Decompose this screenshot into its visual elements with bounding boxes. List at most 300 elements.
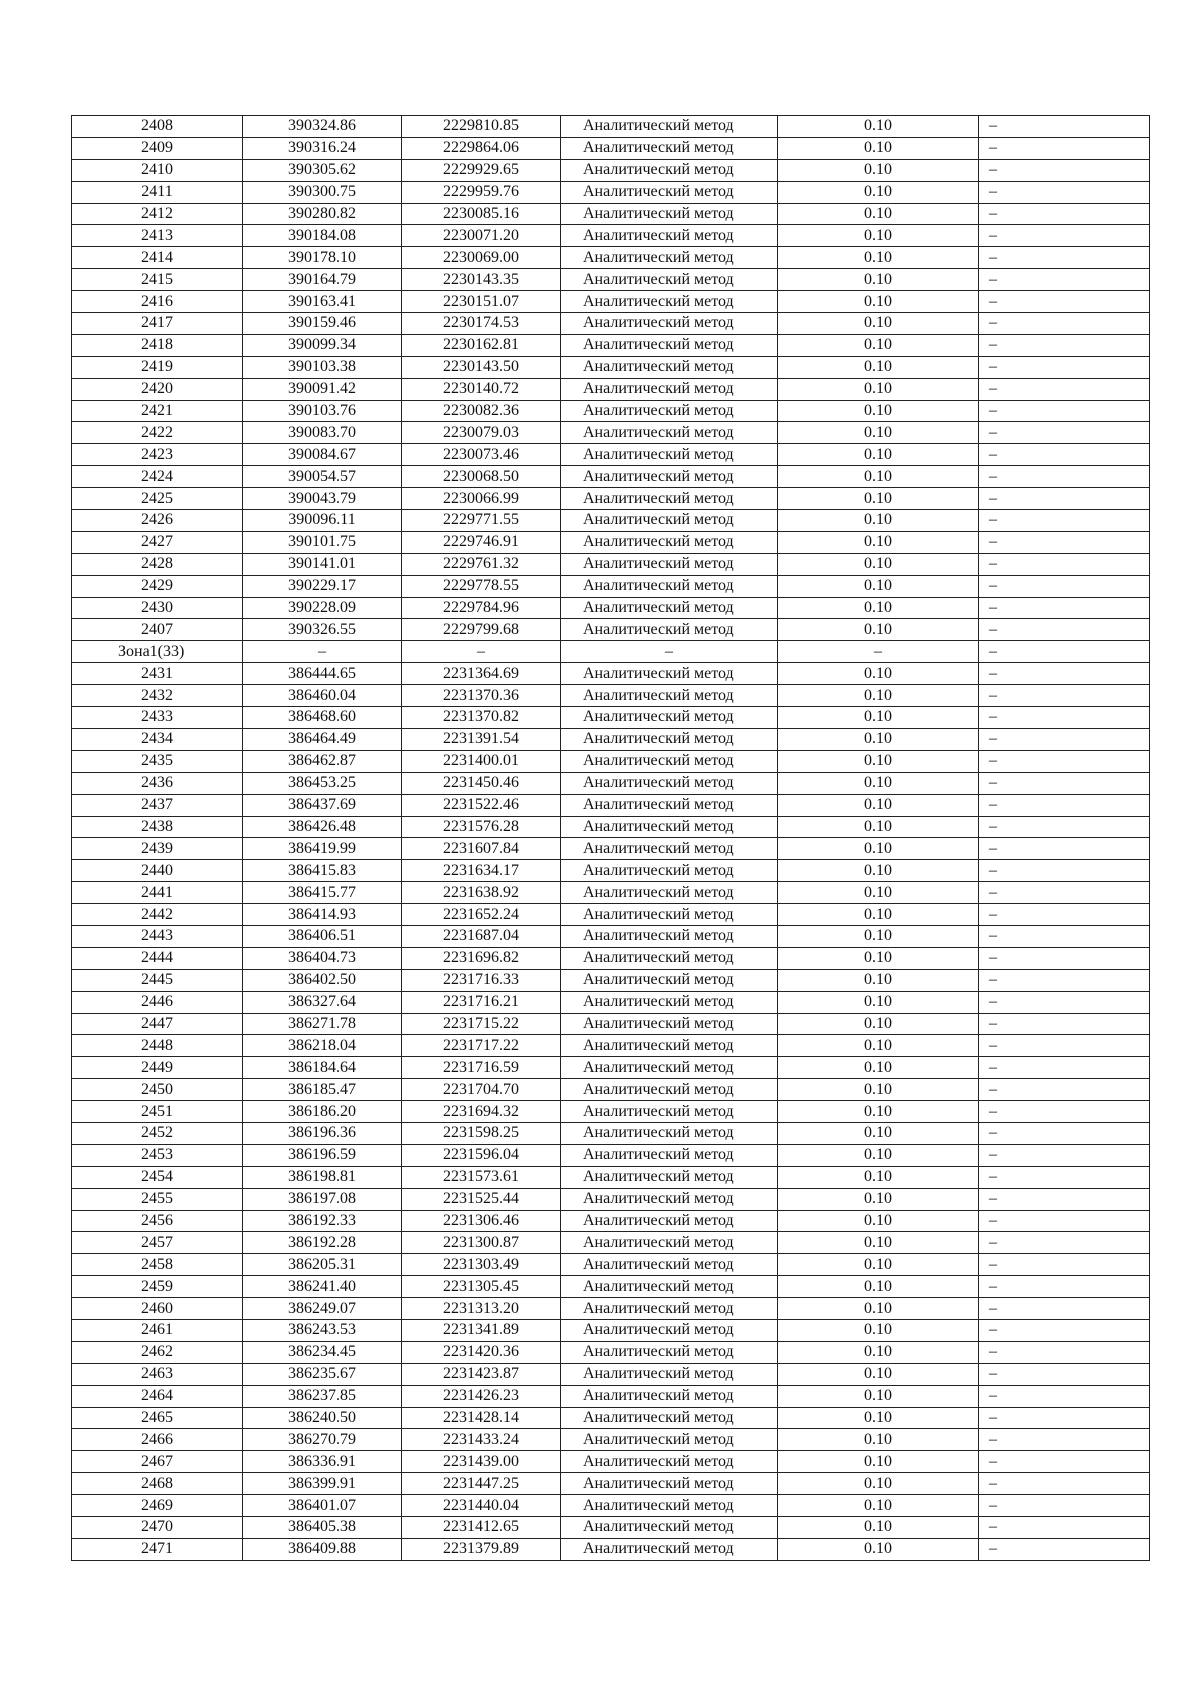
point-number-cell: 2454 (72, 1166, 243, 1188)
x-coordinate-cell: 390300.75 (243, 181, 402, 203)
y-coordinate-cell: 2229810.85 (402, 116, 561, 138)
table-row (72, 685, 1150, 707)
point-number-cell: 2443 (72, 925, 243, 947)
x-coordinate-cell: 386406.51 (243, 925, 402, 947)
precision-cell: 0.10 (778, 969, 979, 991)
precision-cell: 0.10 (778, 313, 979, 335)
precision-cell: 0.10 (778, 1101, 979, 1123)
dash-cell: – (979, 685, 1150, 707)
y-coordinate-cell: 2231525.44 (402, 1188, 561, 1210)
dash-cell: – (979, 707, 1150, 729)
x-coordinate-cell: 390324.86 (243, 116, 402, 138)
table-row (72, 466, 1150, 488)
y-coordinate-cell: 2230073.46 (402, 444, 561, 466)
precision-cell: 0.10 (778, 225, 979, 247)
dash-cell: – (979, 181, 1150, 203)
y-coordinate-cell: 2231420.36 (402, 1341, 561, 1363)
table-row (72, 925, 1150, 947)
y-coordinate-cell: 2231370.36 (402, 685, 561, 707)
point-number-cell: 2456 (72, 1210, 243, 1232)
point-number-cell: 2451 (72, 1101, 243, 1123)
precision-cell: 0.10 (778, 1122, 979, 1144)
y-coordinate-cell: 2231607.84 (402, 838, 561, 860)
dash-cell: – (979, 378, 1150, 400)
precision-cell: 0.10 (778, 247, 979, 269)
method-cell: Аналитический метод (561, 925, 778, 947)
y-coordinate-cell: 2229778.55 (402, 575, 561, 597)
y-coordinate-cell: 2230174.53 (402, 313, 561, 335)
table-row (72, 1517, 1150, 1539)
point-number-cell: 2440 (72, 860, 243, 882)
dash-cell: – (979, 269, 1150, 291)
point-number-cell: 2471 (72, 1538, 243, 1560)
method-cell: Аналитический метод (561, 728, 778, 750)
table-row (72, 947, 1150, 969)
table-row (72, 488, 1150, 510)
x-coordinate-cell: 386249.07 (243, 1298, 402, 1320)
table-row (72, 597, 1150, 619)
table-row (72, 1232, 1150, 1254)
x-coordinate-cell: 386197.08 (243, 1188, 402, 1210)
x-coordinate-cell: 390163.41 (243, 291, 402, 313)
x-coordinate-cell: 390184.08 (243, 225, 402, 247)
method-cell: Аналитический метод (561, 553, 778, 575)
table-row (72, 1254, 1150, 1276)
method-cell: Аналитический метод (561, 1210, 778, 1232)
point-number-cell: 2441 (72, 882, 243, 904)
x-coordinate-cell: 386409.88 (243, 1538, 402, 1560)
dash-cell: – (979, 1210, 1150, 1232)
y-coordinate-cell: 2231716.21 (402, 991, 561, 1013)
method-cell: Аналитический метод (561, 1341, 778, 1363)
table-row (72, 1429, 1150, 1451)
point-number-cell: 2428 (72, 553, 243, 575)
point-number-cell: 2425 (72, 488, 243, 510)
method-cell: Аналитический метод (561, 772, 778, 794)
y-coordinate-cell: 2231412.65 (402, 1517, 561, 1539)
y-coordinate-cell: 2231313.20 (402, 1298, 561, 1320)
table-row (72, 707, 1150, 729)
point-number-cell: 2435 (72, 750, 243, 772)
point-number-cell: 2445 (72, 969, 243, 991)
dash-cell: – (979, 838, 1150, 860)
precision-cell: 0.10 (778, 947, 979, 969)
table-row (72, 750, 1150, 772)
x-coordinate-cell: 386399.91 (243, 1473, 402, 1495)
method-cell: Аналитический метод (561, 444, 778, 466)
method-cell: Аналитический метод (561, 794, 778, 816)
point-number-cell: 2452 (72, 1122, 243, 1144)
x-coordinate-cell: 390326.55 (243, 619, 402, 641)
x-coordinate-cell: 386468.60 (243, 707, 402, 729)
y-coordinate-cell: 2230140.72 (402, 378, 561, 400)
dash-cell: – (979, 444, 1150, 466)
x-coordinate-cell: 386402.50 (243, 969, 402, 991)
precision-cell: 0.10 (778, 181, 979, 203)
point-number-cell: 2408 (72, 116, 243, 138)
table-row (72, 1166, 1150, 1188)
table-row (72, 181, 1150, 203)
precision-cell: 0.10 (778, 685, 979, 707)
x-coordinate-cell: 386414.93 (243, 904, 402, 926)
dash-cell: – (979, 1013, 1150, 1035)
precision-cell: 0.10 (778, 1319, 979, 1341)
table-row (72, 1451, 1150, 1473)
precision-cell: 0.10 (778, 356, 979, 378)
x-coordinate-cell: 390054.57 (243, 466, 402, 488)
precision-cell: 0.10 (778, 707, 979, 729)
method-cell: Аналитический метод (561, 1298, 778, 1320)
dash-cell: – (979, 466, 1150, 488)
method-cell: Аналитический метод (561, 313, 778, 335)
y-coordinate-cell: 2229864.06 (402, 137, 561, 159)
point-number-cell: 2467 (72, 1451, 243, 1473)
point-number-cell: 2461 (72, 1319, 243, 1341)
x-coordinate-cell: 386240.50 (243, 1407, 402, 1429)
point-number-cell: 2442 (72, 904, 243, 926)
table-row (72, 1276, 1150, 1298)
point-number-cell: 2458 (72, 1254, 243, 1276)
table-row (72, 1495, 1150, 1517)
method-cell: Аналитический метод (561, 334, 778, 356)
dash-cell: – (561, 641, 778, 663)
table-row (72, 619, 1150, 641)
precision-cell: 0.10 (778, 1210, 979, 1232)
x-coordinate-cell: 386196.59 (243, 1144, 402, 1166)
x-coordinate-cell: 386415.77 (243, 882, 402, 904)
precision-cell: 0.10 (778, 794, 979, 816)
x-coordinate-cell: 386184.64 (243, 1057, 402, 1079)
point-number-cell: 2439 (72, 838, 243, 860)
x-coordinate-cell: 386185.47 (243, 1079, 402, 1101)
x-coordinate-cell: 390099.34 (243, 334, 402, 356)
precision-cell: 0.10 (778, 619, 979, 641)
precision-cell: 0.10 (778, 1517, 979, 1539)
precision-cell: 0.10 (778, 1538, 979, 1560)
precision-cell: 0.10 (778, 116, 979, 138)
y-coordinate-cell: 2231391.54 (402, 728, 561, 750)
point-number-cell: 2448 (72, 1035, 243, 1057)
point-number-cell: 2459 (72, 1276, 243, 1298)
method-cell: Аналитический метод (561, 904, 778, 926)
y-coordinate-cell: 2231522.46 (402, 794, 561, 816)
x-coordinate-cell: 386415.83 (243, 860, 402, 882)
precision-cell: 0.10 (778, 1144, 979, 1166)
point-number-cell: 2462 (72, 1341, 243, 1363)
dash-cell: – (979, 904, 1150, 926)
y-coordinate-cell: 2231652.24 (402, 904, 561, 926)
y-coordinate-cell: 2229771.55 (402, 510, 561, 532)
method-cell: Аналитический метод (561, 181, 778, 203)
y-coordinate-cell: 2229784.96 (402, 597, 561, 619)
method-cell: Аналитический метод (561, 116, 778, 138)
point-number-cell: 2429 (72, 575, 243, 597)
method-cell: Аналитический метод (561, 1319, 778, 1341)
precision-cell: 0.10 (778, 137, 979, 159)
point-number-cell: 2431 (72, 663, 243, 685)
point-number-cell: 2417 (72, 313, 243, 335)
precision-cell: 0.10 (778, 444, 979, 466)
x-coordinate-cell: 386336.91 (243, 1451, 402, 1473)
dash-cell: – (979, 728, 1150, 750)
table-row (72, 1210, 1150, 1232)
method-cell: Аналитический метод (561, 291, 778, 313)
dash-cell: – (979, 225, 1150, 247)
x-coordinate-cell: 386198.81 (243, 1166, 402, 1188)
table-row (72, 575, 1150, 597)
y-coordinate-cell: 2231439.00 (402, 1451, 561, 1473)
y-coordinate-cell: 2230082.36 (402, 400, 561, 422)
point-number-cell: 2437 (72, 794, 243, 816)
point-number-cell: 2411 (72, 181, 243, 203)
precision-cell: 0.10 (778, 1385, 979, 1407)
y-coordinate-cell: 2230085.16 (402, 203, 561, 225)
point-number-cell: 2418 (72, 334, 243, 356)
dash-cell: – (979, 1473, 1150, 1495)
point-number-cell: 2469 (72, 1495, 243, 1517)
point-number-cell: 2413 (72, 225, 243, 247)
y-coordinate-cell: 2230071.20 (402, 225, 561, 247)
y-coordinate-cell: 2231573.61 (402, 1166, 561, 1188)
x-coordinate-cell: 390091.42 (243, 378, 402, 400)
table-row (72, 225, 1150, 247)
precision-cell: 0.10 (778, 1451, 979, 1473)
method-cell: Аналитический метод (561, 531, 778, 553)
method-cell: Аналитический метод (561, 838, 778, 860)
method-cell: Аналитический метод (561, 1429, 778, 1451)
precision-cell: 0.10 (778, 1298, 979, 1320)
table-row (72, 159, 1150, 181)
x-coordinate-cell: 390141.01 (243, 553, 402, 575)
x-coordinate-cell: 386205.31 (243, 1254, 402, 1276)
point-number-cell: 2409 (72, 137, 243, 159)
dash-cell: – (979, 422, 1150, 444)
table-row (72, 1341, 1150, 1363)
point-number-cell: 2419 (72, 356, 243, 378)
x-coordinate-cell: 386462.87 (243, 750, 402, 772)
precision-cell: 0.10 (778, 1035, 979, 1057)
point-number-cell: 2450 (72, 1079, 243, 1101)
x-coordinate-cell: 390280.82 (243, 203, 402, 225)
method-cell: Аналитический метод (561, 991, 778, 1013)
method-cell: Аналитический метод (561, 466, 778, 488)
method-cell: Аналитический метод (561, 400, 778, 422)
y-coordinate-cell: 2231440.04 (402, 1495, 561, 1517)
table-row (72, 1407, 1150, 1429)
dash-cell: – (979, 750, 1150, 772)
table-row (72, 444, 1150, 466)
dash-cell: – (979, 1517, 1150, 1539)
point-number-cell: 2410 (72, 159, 243, 181)
x-coordinate-cell: 386196.36 (243, 1122, 402, 1144)
y-coordinate-cell: 2231717.22 (402, 1035, 561, 1057)
point-number-cell: 2414 (72, 247, 243, 269)
dash-cell: – (979, 860, 1150, 882)
point-number-cell: 2433 (72, 707, 243, 729)
method-cell: Аналитический метод (561, 1035, 778, 1057)
y-coordinate-cell: 2231596.04 (402, 1144, 561, 1166)
dash-cell: – (243, 641, 402, 663)
y-coordinate-cell: 2230151.07 (402, 291, 561, 313)
table-row (72, 772, 1150, 794)
dash-cell: – (979, 531, 1150, 553)
x-coordinate-cell: 390096.11 (243, 510, 402, 532)
method-cell: Аналитический метод (561, 159, 778, 181)
y-coordinate-cell: 2231306.46 (402, 1210, 561, 1232)
y-coordinate-cell: 2230162.81 (402, 334, 561, 356)
x-coordinate-cell: 390178.10 (243, 247, 402, 269)
table-row (72, 334, 1150, 356)
point-number-cell: 2430 (72, 597, 243, 619)
table-row (72, 1188, 1150, 1210)
point-number-cell: 2449 (72, 1057, 243, 1079)
point-number-cell: 2457 (72, 1232, 243, 1254)
table-row (72, 1473, 1150, 1495)
dash-cell: – (979, 1429, 1150, 1451)
dash-cell: – (979, 1298, 1150, 1320)
point-number-cell: 2436 (72, 772, 243, 794)
method-cell: Аналитический метод (561, 1079, 778, 1101)
method-cell: Аналитический метод (561, 947, 778, 969)
x-coordinate-cell: 386401.07 (243, 1495, 402, 1517)
precision-cell: 0.10 (778, 1495, 979, 1517)
precision-cell: 0.10 (778, 378, 979, 400)
dash-cell: – (979, 663, 1150, 685)
x-coordinate-cell: 390084.67 (243, 444, 402, 466)
table-row (72, 1101, 1150, 1123)
y-coordinate-cell: 2231450.46 (402, 772, 561, 794)
dash-cell: – (979, 1319, 1150, 1341)
method-cell: Аналитический метод (561, 1517, 778, 1539)
table-row (72, 969, 1150, 991)
method-cell: Аналитический метод (561, 356, 778, 378)
dash-cell: – (402, 641, 561, 663)
point-number-cell: 2415 (72, 269, 243, 291)
table-row (72, 1298, 1150, 1320)
dash-cell: – (979, 116, 1150, 138)
method-cell: Аналитический метод (561, 1101, 778, 1123)
dash-cell: – (979, 313, 1150, 335)
x-coordinate-cell: 386444.65 (243, 663, 402, 685)
x-coordinate-cell: 390159.46 (243, 313, 402, 335)
precision-cell: 0.10 (778, 816, 979, 838)
method-cell: Аналитический метод (561, 685, 778, 707)
precision-cell: 0.10 (778, 203, 979, 225)
y-coordinate-cell: 2229959.76 (402, 181, 561, 203)
x-coordinate-cell: 386270.79 (243, 1429, 402, 1451)
precision-cell: 0.10 (778, 860, 979, 882)
x-coordinate-cell: 386460.04 (243, 685, 402, 707)
y-coordinate-cell: 2231447.25 (402, 1473, 561, 1495)
dash-cell: – (979, 203, 1150, 225)
x-coordinate-cell: 386192.33 (243, 1210, 402, 1232)
x-coordinate-cell: 386241.40 (243, 1276, 402, 1298)
point-number-cell: 2466 (72, 1429, 243, 1451)
point-number-cell: 2424 (72, 466, 243, 488)
precision-cell: 0.10 (778, 1057, 979, 1079)
method-cell: Аналитический метод (561, 510, 778, 532)
point-number-cell: 2412 (72, 203, 243, 225)
dash-cell: – (979, 1166, 1150, 1188)
point-number-cell: 2420 (72, 378, 243, 400)
dash-cell: – (979, 1035, 1150, 1057)
y-coordinate-cell: 2231576.28 (402, 816, 561, 838)
method-cell: Аналитический метод (561, 575, 778, 597)
point-number-cell: 2421 (72, 400, 243, 422)
dash-cell: – (979, 1538, 1150, 1560)
method-cell: Аналитический метод (561, 203, 778, 225)
table-row (72, 1057, 1150, 1079)
precision-cell: 0.10 (778, 772, 979, 794)
dash-cell: – (979, 137, 1150, 159)
table-row (72, 356, 1150, 378)
y-coordinate-cell: 2229761.32 (402, 553, 561, 575)
table-row (72, 510, 1150, 532)
table-row (72, 137, 1150, 159)
y-coordinate-cell: 2230143.50 (402, 356, 561, 378)
x-coordinate-cell: 386237.85 (243, 1385, 402, 1407)
point-number-cell: 2427 (72, 531, 243, 553)
method-cell: Аналитический метод (561, 1188, 778, 1210)
table-row (72, 553, 1150, 575)
point-number-cell: 2438 (72, 816, 243, 838)
precision-cell: 0.10 (778, 663, 979, 685)
table-row (72, 1122, 1150, 1144)
y-coordinate-cell: 2231715.22 (402, 1013, 561, 1035)
precision-cell: 0.10 (778, 334, 979, 356)
table-row (72, 203, 1150, 225)
method-cell: Аналитический метод (561, 750, 778, 772)
x-coordinate-cell: 386426.48 (243, 816, 402, 838)
x-coordinate-cell: 390164.79 (243, 269, 402, 291)
y-coordinate-cell: 2230079.03 (402, 422, 561, 444)
dash-cell: – (979, 1341, 1150, 1363)
method-cell: Аналитический метод (561, 1254, 778, 1276)
precision-cell: 0.10 (778, 904, 979, 926)
precision-cell: 0.10 (778, 488, 979, 510)
dash-cell: – (979, 553, 1150, 575)
y-coordinate-cell: 2231426.23 (402, 1385, 561, 1407)
table-row (72, 313, 1150, 335)
table-row (72, 860, 1150, 882)
dash-cell: – (979, 159, 1150, 181)
dash-cell: – (979, 1232, 1150, 1254)
dash-cell: – (979, 400, 1150, 422)
precision-cell: 0.10 (778, 531, 979, 553)
y-coordinate-cell: 2229746.91 (402, 531, 561, 553)
dash-cell: – (979, 772, 1150, 794)
point-number-cell: 2468 (72, 1473, 243, 1495)
method-cell: Аналитический метод (561, 860, 778, 882)
dash-cell: – (979, 1122, 1150, 1144)
dash-cell: – (979, 1495, 1150, 1517)
precision-cell: 0.10 (778, 400, 979, 422)
precision-cell: 0.10 (778, 1013, 979, 1035)
dash-cell: – (979, 925, 1150, 947)
y-coordinate-cell: 2229929.65 (402, 159, 561, 181)
x-coordinate-cell: 386218.04 (243, 1035, 402, 1057)
precision-cell: 0.10 (778, 291, 979, 313)
x-coordinate-cell: 390083.70 (243, 422, 402, 444)
method-cell: Аналитический метод (561, 269, 778, 291)
precision-cell: 0.10 (778, 159, 979, 181)
table-row (72, 1363, 1150, 1385)
table-row (72, 378, 1150, 400)
zone-label-cell: Зона1(33) (72, 641, 243, 663)
precision-cell: 0.10 (778, 1341, 979, 1363)
method-cell: Аналитический метод (561, 882, 778, 904)
precision-cell: 0.10 (778, 269, 979, 291)
